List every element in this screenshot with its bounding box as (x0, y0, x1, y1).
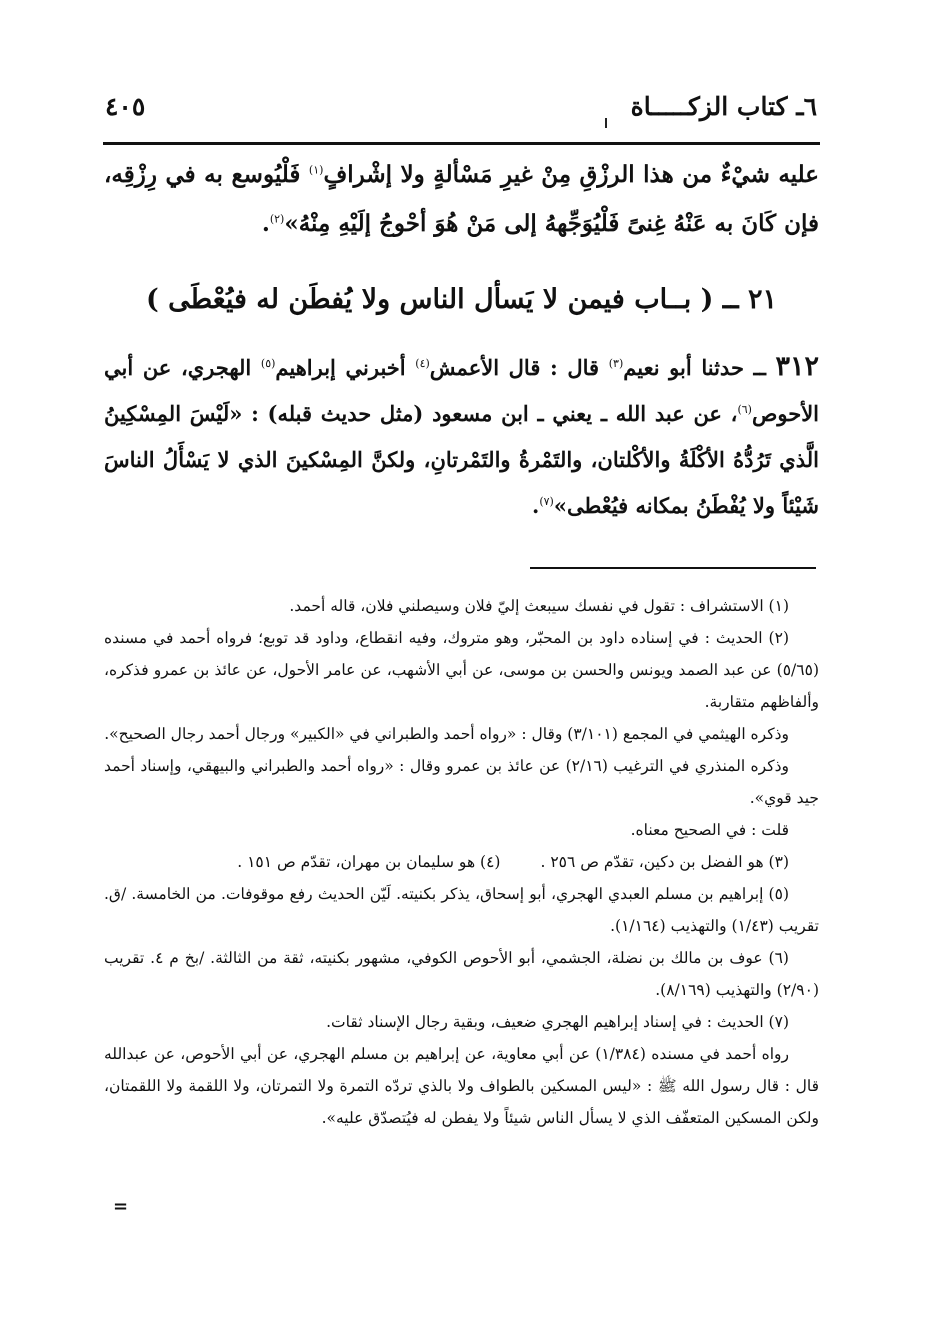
hadith-number: ٣١٢ (775, 351, 820, 382)
footnote-6: (٦) عوف بن مالك بن نضلة، الجشمي، أبو الأحوص الكوفي، مشهور بكنيته، ثقة من الثالثة. /بخ م ٤. تقريب (٢/٩٠) والتهذيب (٨/١٦٩). (104, 949, 819, 999)
footnote-4: (٤) هو سليمان بن مهران، تقدّم ص ١٥١ . (237, 853, 501, 871)
footnote-ref[interactable]: (٣) (608, 357, 624, 370)
footnote-3: (٣) هو الفضل بن دكين، تقدّم ص ٢٥٦ . (540, 853, 789, 871)
header-tick-mark (605, 118, 607, 128)
footnote-2-note: قلت : في الصحيح معناه. (630, 821, 789, 839)
text-segment: الهجري، عن أبي الأحوص (104, 355, 819, 426)
footnote-2: (٢) الحديث : في إسناده داود بن المحبّر، وهو متروك، وفيه انقطاع، وداود قد توبع؛ فرواه أحمد في مسنده (٥/٦٥) عن عبد الصمد ويونس والحسن بن موسى، عن أبي الأشهب، عن عامر الأحول، عن عائذ بن عمرو فذكره، وألفاظهم متقاربة. (104, 629, 819, 711)
hadith-312 (104, 344, 819, 529)
footnote-1: (١) الاستشراف : تقول في نفسك سيبعث إليّ فلان وسيصلني فلان، قاله أحمد. (289, 597, 789, 615)
footnote-5: (٥) إبراهيم بن مسلم العبدي الهجري، أبو إسحاق، يذكر بكنيته. لَيّن الحديث رفع موقوفات. من الخامسة. /ق. تقريب (١/٤٣) والتهذيب (١/١٦٤). (104, 885, 819, 935)
footnote-ref[interactable]: (٧) (539, 495, 554, 508)
header-rule (103, 142, 820, 145)
footnote-ref[interactable]: (٢) (269, 212, 285, 226)
text-segment: ــ حدثنا أبو نعيم (623, 355, 776, 380)
text-segment: فَلْيُوسع به في رِزْقِه، فإن كَانَ به عَنْهُ غِنىً فَلْيُوَجِّههُ إلى مَنْ هُوَ أحْوجُ إلَيْهِ مِنْهُ» (104, 161, 819, 237)
section-heading: ٢١ ــ ( بــاب فيمن لا يَسأل الناس ولا يُفطَن له فيُعْطَى ) (145, 284, 778, 315)
hadith-paragraph (104, 344, 819, 529)
footnote-7-note: رواه أحمد في مسنده (١/٣٨٤) عن أبي معاوية، عن إبراهيم بن مسلم الهجري، عن أبي الأحوص، عن عبدالله قال : قال رسول الله ﷺ : «ليس المسكين بالطواف ولا بالذي تردّه التمرة ولا التمرتان، ولا اللقمة ولا اللقمتان، ولكن المسكين المتعفّف الذي لا يسأل الناس شيئاً ولا يفطن له فيُتصدّق عليه». (104, 1045, 819, 1127)
footnote-rule (530, 567, 816, 569)
footnotes-3-4 (104, 846, 819, 878)
main-text (104, 150, 819, 248)
footnote-2-note: وذكره الهيثمي في المجمع (٣/١٠١) وقال : «رواه أحمد والطبراني في «الكبير» ورجال أحمد رجال الصحيح». (104, 725, 789, 743)
text-segment: ، عن عبد الله ـ يعني ـ ابن مسعود (مثل حديث قبله) : «لَيْسَ المِسْكِينُ الَّذي تَرُدُّهُ الأكْلَةُ والأكْلتان، والتَمْرةُ والتَمْرتانِ، ولكنَّ المِسْكينَ الذي لا يَسْأَلُ الناسَ شَيْئاً ولا يُفْطَنُ بمكانه فيُعْطى» (104, 401, 819, 518)
chapter-title: ٦ـ كتاب الزكـــــاة (630, 92, 817, 121)
text-segment: قال : قال الأعمش (429, 355, 609, 380)
footnote-ref[interactable]: (١) (308, 163, 324, 177)
footnote-ref[interactable]: (٦) (737, 403, 752, 416)
footnotes (104, 590, 819, 1134)
running-header (105, 88, 817, 128)
continuation-mark: = (113, 1196, 129, 1217)
footnote-ref[interactable]: (٥) (260, 357, 276, 370)
text-segment: . (261, 210, 270, 237)
footnote-2-note: وذكره المنذري في الترغيب (٢/١٦) عن عائذ بن عمرو وقال : «رواه أحمد والطبراني والبيهقي، وإسناد أحمد جيد قوي». (104, 757, 819, 807)
text-segment: . (532, 493, 540, 518)
footnote-7: (٧) الحديث : في إسناد إبراهيم الهجري ضعيف، وبقية رجال الإسناد ثقات. (326, 1013, 789, 1031)
text-segment: عليه شيْءٌ من هذا الرزْقِ مِنْ غيرِ مَسْألةٍ ولا إشْرافٍ (323, 161, 819, 188)
page-number: ٤٠٥ (105, 92, 146, 121)
continuation-paragraph (104, 150, 819, 248)
footnote-ref[interactable]: (٤) (415, 357, 430, 370)
text-segment: أخبرني إبراهيم (275, 355, 416, 380)
